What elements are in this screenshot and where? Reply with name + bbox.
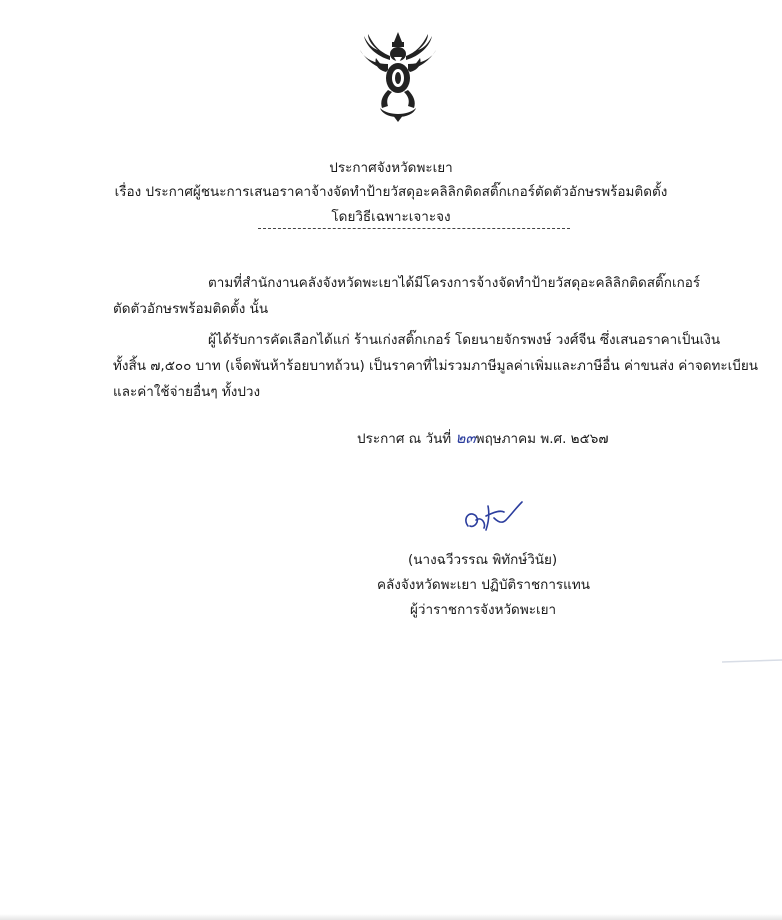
announcement-subject: เรื่อง ประกาศผู้ชนะการเสนอราคาจ้างจัดทำป้ายวัสดุอะคลิลิกติดสติ๊กเกอร์ตัดตัวอักษรพร้อมติดตั้ง: [114, 184, 668, 200]
date-prefix: ประกาศ ณ วันที่: [357, 431, 452, 447]
paragraph-2-line-1: ผู้ได้รับการคัดเลือกได้แก่ ร้านเก่งสติ๊กเกอร์ โดยนายจักรพงษ์ วงศ์จีน ซึ่งเสนอราคาเป็นเงิน: [208, 332, 721, 348]
paragraph-1-line-1: ตามที่สำนักงานคลังจังหวัดพะเยาได้มีโครงการจ้างจัดทำป้ายวัสดุอะคลิลิกติดสติ๊กเกอร์: [208, 275, 701, 291]
signatory-position: คลังจังหวัดพะเยา ปฏิบัติราชการแทน: [377, 577, 590, 593]
announcement-date: [357, 426, 609, 450]
section-divider: [258, 228, 570, 229]
date-day-handwritten: ๒๓: [455, 429, 476, 447]
paragraph-2-line-2: ทั้งสิ้น ๗,๕๐๐ บาท (เจ็ดพันห้าร้อยบาทถ้วน) เป็นราคาที่ไม่รวมภาษีมูลค่าเพิ่มและภาษีอื่น ค่าขนส่ง ค่าจดทะเบียน: [113, 358, 758, 374]
paragraph-1-line-2: ตัดตัวอักษรพร้อมติดตั้ง นั้น: [113, 301, 269, 317]
signatory-name: (นางฉวีวรรณ พิทักษ์วินัย): [408, 552, 558, 568]
page-bottom-edge: [0, 914, 782, 920]
procurement-method: โดยวิธีเฉพาะเจาะจง: [331, 209, 451, 225]
paragraph-2-line-3: และค่าใช้จ่ายอื่นๆ ทั้งปวง: [113, 384, 261, 400]
handwritten-signature: [460, 496, 530, 536]
garuda-emblem-icon: [358, 30, 438, 122]
announcement-title: ประกาศจังหวัดพะเยา: [329, 160, 453, 176]
signatory-acting-for: ผู้ว่าราชการจังหวัดพะเยา: [410, 602, 557, 618]
date-month-year: พฤษภาคม พ.ศ. ๒๕๖๗: [475, 431, 609, 447]
scan-edge-mark: [722, 659, 782, 663]
